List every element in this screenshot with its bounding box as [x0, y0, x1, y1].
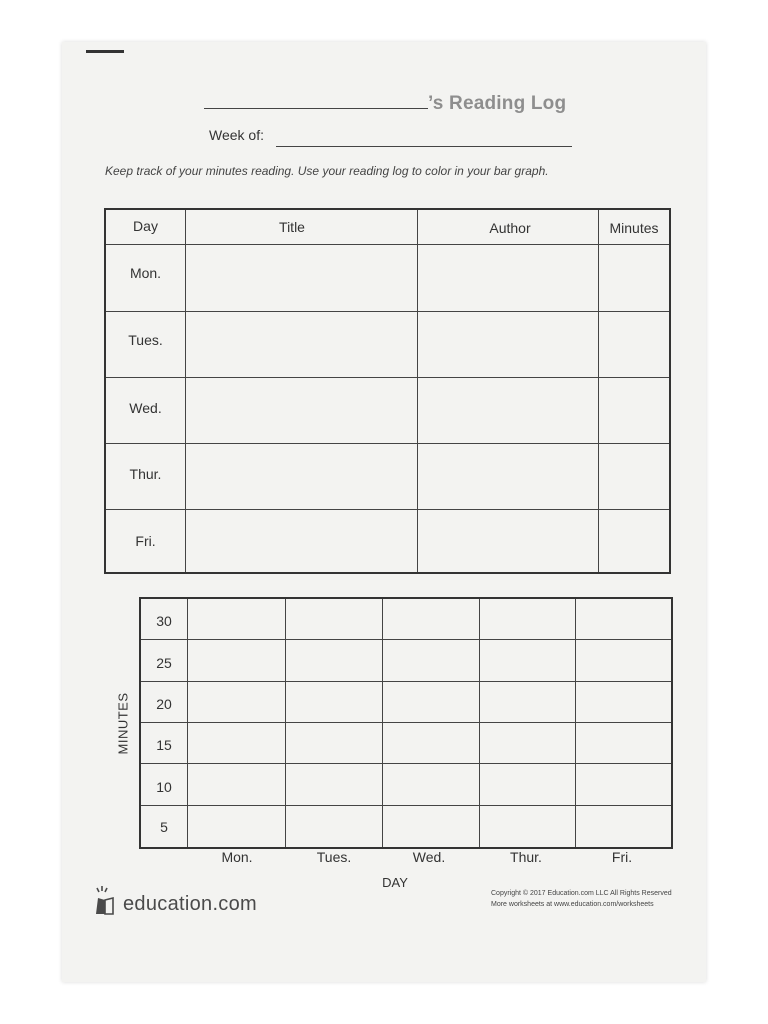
- x-tick-label-wed: Wed.: [412, 849, 446, 865]
- y-tick-label: 5: [160, 819, 168, 835]
- x-tick-label-tues: Tues.: [316, 849, 352, 865]
- copyright-notice: [491, 888, 672, 910]
- grid-column-line: [479, 599, 480, 847]
- y-tick-label: 30: [156, 613, 172, 629]
- y-tick-label: 10: [156, 779, 172, 795]
- week-blank-line: [276, 146, 572, 147]
- grid-line: [141, 805, 671, 806]
- day-label-thur: Thur.: [129, 466, 162, 482]
- bar-graph: [139, 597, 673, 849]
- x-axis-title: DAY: [382, 875, 408, 890]
- website-line: More worksheets at www.education.com/worksheets: [491, 901, 654, 908]
- grid-line: [141, 639, 671, 640]
- instructions: Keep track of your minutes reading. Use your reading log to color in your bar graph.: [105, 164, 549, 178]
- column-divider: [598, 210, 599, 572]
- copyright-line: Copyright © 2017 Education.com LLC All Rights Reserved: [491, 890, 672, 897]
- table-row: [106, 443, 669, 510]
- day-label-tues: Tues.: [128, 332, 163, 348]
- column-header-title: Title: [279, 219, 305, 235]
- week-label: Week of:: [209, 127, 264, 143]
- column-header-minutes: Minutes: [609, 220, 659, 236]
- education-logo: [93, 886, 257, 916]
- y-tick-label: 25: [156, 655, 172, 671]
- y-axis-title: MINUTES: [115, 692, 131, 755]
- table-row: [106, 311, 669, 378]
- name-blank-line: [204, 108, 428, 109]
- column-header-author: Author: [489, 220, 531, 236]
- dash-mark: [86, 50, 124, 53]
- grid-column-line: [382, 599, 383, 847]
- y-axis-line: [187, 599, 188, 847]
- grid-line: [141, 681, 671, 682]
- table-row: [106, 244, 669, 312]
- column-divider: [185, 210, 186, 572]
- column-divider: [417, 210, 418, 572]
- y-tick-label: 15: [156, 737, 172, 753]
- grid-line: [141, 722, 671, 723]
- reading-log-table: [104, 208, 671, 574]
- day-label-mon: Mon.: [129, 265, 162, 281]
- table-row: [106, 377, 669, 444]
- column-header-day: Day: [133, 218, 158, 234]
- grid-column-line: [575, 599, 576, 847]
- x-tick-label-fri: Fri.: [611, 849, 633, 865]
- grid-line: [141, 763, 671, 764]
- y-tick-label: 20: [156, 696, 172, 712]
- book-icon: [93, 886, 119, 916]
- day-label-wed: Wed.: [129, 400, 162, 416]
- x-tick-label-mon: Mon.: [221, 849, 253, 865]
- x-tick-label-thur: Thur.: [510, 849, 542, 865]
- day-label-fri: Fri.: [135, 533, 156, 549]
- table-row: [106, 509, 669, 572]
- page-title: ’s Reading Log: [428, 93, 567, 114]
- logo-text: education.com: [123, 893, 257, 915]
- grid-column-line: [285, 599, 286, 847]
